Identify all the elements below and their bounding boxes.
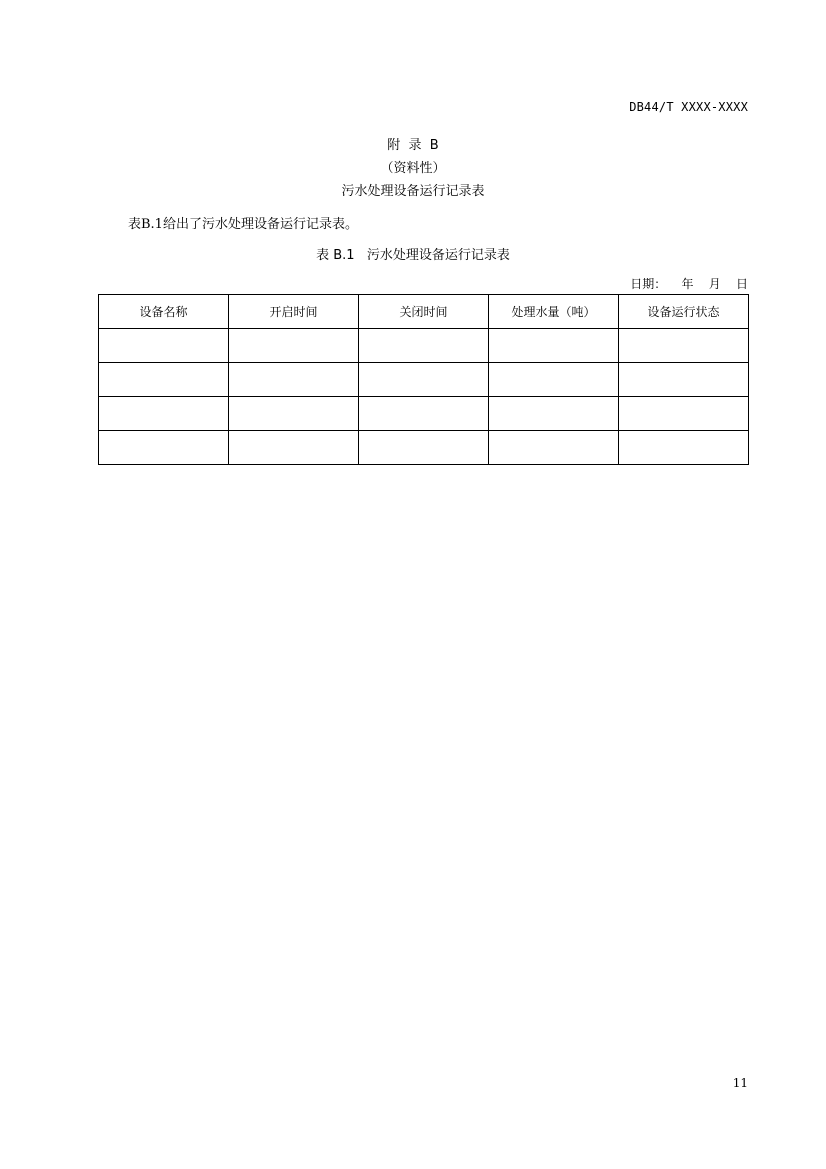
document-code: DB44/T XXXX-XXXX [629,100,748,114]
table-cell [359,329,489,363]
table-cell [359,363,489,397]
operation-record-table [98,294,749,465]
header-start-time: 开启时间 [229,295,359,329]
header-water-volume: 处理水量（吨） [489,295,619,329]
table-cell [619,431,749,465]
table-row [99,397,749,431]
header-equipment-status: 设备运行状态 [619,295,749,329]
table-cell [99,363,229,397]
table-cell [619,329,749,363]
table-caption: 表 B.1 污水处理设备运行记录表 [316,248,510,263]
table-row [99,363,749,397]
table-row [99,431,749,465]
table-cell [619,363,749,397]
page-number: 11 [732,1076,748,1090]
table-cell [489,431,619,465]
header-stop-time: 关闭时间 [359,295,489,329]
table-cell [229,397,359,431]
intro-paragraph: 表B.1给出了污水处理设备运行记录表。 [128,217,358,232]
table-cell [359,431,489,465]
table-cell [359,397,489,431]
table-cell [229,363,359,397]
table-header-row [99,295,749,329]
header-equipment-name: 设备名称 [99,295,229,329]
table-cell [489,329,619,363]
table-cell [489,397,619,431]
table-cell [99,397,229,431]
appendix-title: 污水处理设备运行记录表 [341,184,485,199]
table-row [99,329,749,363]
table-cell [229,329,359,363]
table-cell [619,397,749,431]
date-line: 日期： 年 月 日 [630,277,748,291]
table-cell [229,431,359,465]
table-cell [489,363,619,397]
appendix-label: 附 录 B [387,138,439,153]
appendix-type: （资料性） [380,161,446,176]
table-cell [99,329,229,363]
appendix-heading [0,137,826,206]
table-cell [99,431,229,465]
